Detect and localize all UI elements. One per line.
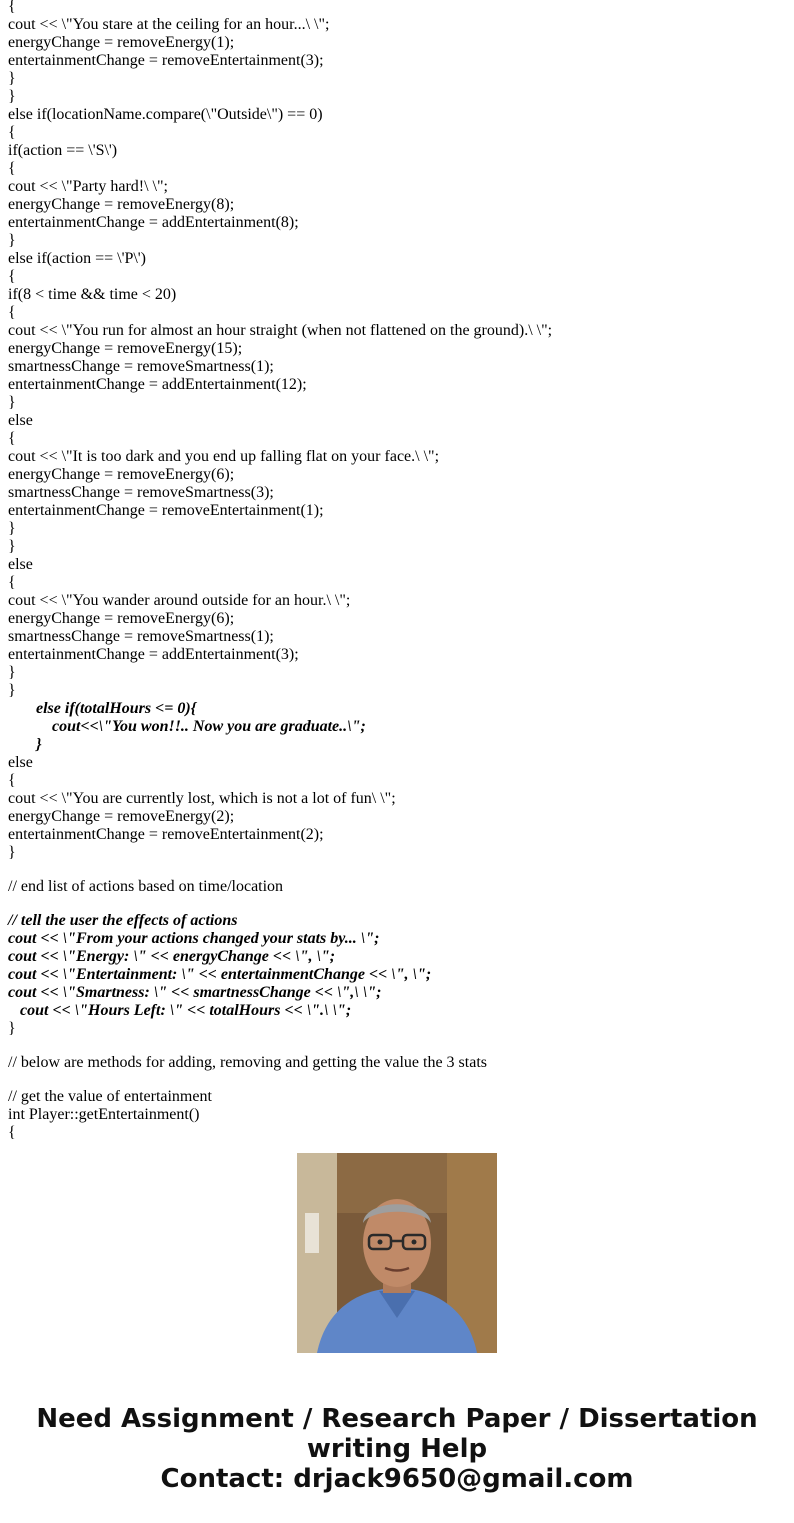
code-line: cout << \"You are currently lost, which is not a lot of fun\ \"; xyxy=(8,790,396,807)
code-line: if(action == \'S\') xyxy=(8,142,118,159)
code-line: smartnessChange = removeSmartness(3); xyxy=(8,484,274,501)
code-line: cout << \"Energy: \" << energyChange << \", \"; xyxy=(8,948,336,965)
code-line xyxy=(8,1072,788,1088)
code-line: { xyxy=(8,160,16,177)
code-line: entertainmentChange = addEntertainment(3); xyxy=(8,646,299,663)
code-line: cout << \"You stare at the ceiling for an hour...\ \"; xyxy=(8,16,330,33)
code-line: energyChange = removeEnergy(6); xyxy=(8,610,235,627)
code-line: } xyxy=(8,844,16,861)
code-line: } xyxy=(8,538,16,555)
code-line: } xyxy=(8,88,16,105)
code-line: { xyxy=(8,0,16,15)
code-line xyxy=(8,862,788,878)
code-line: // tell the user the effects of actions xyxy=(8,912,238,929)
code-line: else xyxy=(8,556,33,573)
code-line: { xyxy=(8,124,16,141)
code-line: } xyxy=(8,394,16,411)
code-line: cout << \"It is too dark and you end up falling flat on your face.\ \"; xyxy=(8,448,440,465)
code-line: energyChange = removeEnergy(6); xyxy=(8,466,235,483)
code-line: smartnessChange = removeSmartness(1); xyxy=(8,358,274,375)
banner-line-2: writing Help xyxy=(306,1434,488,1464)
code-line: cout<<\"You won!!.. Now you are graduate..\"; xyxy=(8,718,366,735)
code-line: else xyxy=(8,412,33,429)
code-line xyxy=(8,1038,788,1054)
code-line: else xyxy=(8,754,33,771)
code-line: entertainmentChange = removeEntertainment(3); xyxy=(8,52,324,69)
code-line: if(8 < time && time < 20) xyxy=(8,286,177,303)
code-line: energyChange = removeEnergy(8); xyxy=(8,196,235,213)
code-line: else if(totalHours <= 0){ xyxy=(8,700,197,717)
code-line: { xyxy=(8,574,16,591)
code-line: else if(locationName.compare(\"Outside\") == 0) xyxy=(8,106,323,123)
contact-banner xyxy=(0,1404,794,1494)
code-line: cout << \"Smartness: \" << smartnessChange << \",\ \"; xyxy=(8,984,382,1001)
code-line: smartnessChange = removeSmartness(1); xyxy=(8,628,274,645)
code-line: } xyxy=(8,664,16,681)
code-line: { xyxy=(8,772,16,789)
code-line: { xyxy=(8,304,16,321)
code-line: } xyxy=(8,1020,16,1037)
code-line: } xyxy=(8,520,16,537)
code-line: energyChange = removeEnergy(15); xyxy=(8,340,243,357)
code-line: } xyxy=(8,682,16,699)
code-line: cout << \"From your actions changed your stats by... \"; xyxy=(8,930,380,947)
code-line: } xyxy=(8,736,42,753)
code-line: cout << \"Hours Left: \" << totalHours << \".\ \"; xyxy=(8,1002,352,1019)
code-line: energyChange = removeEnergy(1); xyxy=(8,34,235,51)
code-line: // get the value of entertainment xyxy=(8,1088,212,1105)
banner-line-1: Need Assignment / Research Paper / Dissertation xyxy=(36,1404,758,1434)
code-line: { xyxy=(8,268,16,285)
code-listing xyxy=(8,0,788,1141)
banner-contact-line: Contact: drjack9650@gmail.com xyxy=(160,1464,634,1494)
code-line: int Player::getEntertainment() xyxy=(8,1106,200,1123)
code-line xyxy=(8,896,788,912)
code-line: cout << \"Entertainment: \" << entertainmentChange << \", \"; xyxy=(8,966,432,983)
code-line: cout << \"You run for almost an hour straight (when not flattened on the ground).\ \"; xyxy=(8,322,553,339)
code-line: entertainmentChange = removeEntertainment(2); xyxy=(8,826,324,843)
code-line: cout << \"You wander around outside for an hour.\ \"; xyxy=(8,592,351,609)
code-line: entertainmentChange = addEntertainment(12); xyxy=(8,376,307,393)
code-line: entertainmentChange = addEntertainment(8); xyxy=(8,214,299,231)
code-line: { xyxy=(8,1124,16,1141)
code-line: } xyxy=(8,70,16,87)
code-line: } xyxy=(8,232,16,249)
code-line: // below are methods for adding, removing and getting the value the 3 stats xyxy=(8,1054,487,1071)
code-line: // end list of actions based on time/location xyxy=(8,878,284,895)
code-line: energyChange = removeEnergy(2); xyxy=(8,808,235,825)
code-line: else if(action == \'P\') xyxy=(8,250,146,267)
avatar xyxy=(297,1153,497,1353)
code-line: { xyxy=(8,430,16,447)
code-line: cout << \"Party hard!\ \"; xyxy=(8,178,168,195)
code-line: entertainmentChange = removeEntertainment(1); xyxy=(8,502,324,519)
